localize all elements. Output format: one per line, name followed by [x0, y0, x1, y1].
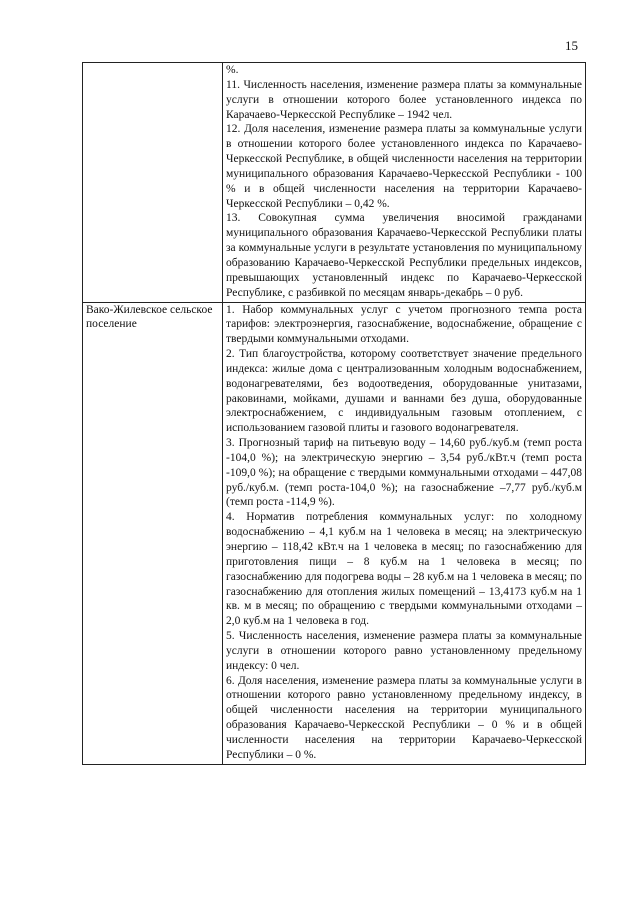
indicator-text-cell	[223, 63, 586, 303]
paragraph: 6. Доля населения, изменение размера платы за коммунальные услуги в отношении которого равно установленному предельному индексу, в общей численности населения на территории муниципального образования Карачаево-Черкесской Республики – 0 % и в общей численности населения на территории Карачаево-Черкесской Республики – 0 %.	[226, 674, 582, 761]
table-row	[83, 63, 586, 303]
indicator-text-cell	[223, 302, 586, 764]
paragraph: %.	[226, 64, 239, 76]
page-number: 15	[565, 38, 578, 53]
table-row	[83, 302, 586, 764]
paragraph: 12. Доля населения, изменение размера платы за коммунальные услуги в отношении которого более установленного индекса по Карачаево-Черкесской Республике, в общей численности населения на территории муниципального образования Карачаево-Черкесской Республики - 100 % и в общей численности населения на территории Карачаево-Черкесской Республики – 0,42 %.	[226, 123, 582, 210]
paragraph: 5. Численность населения, изменение размера платы за коммунальные услуги в отношении которого равно установленному предельному индексу: 0 чел.	[226, 630, 582, 672]
paragraph: 1. Набор коммунальных услуг с учетом прогнозного темпа роста тарифов: электроэнергия, газоснабжение, водоснабжение, обращение с твердыми коммунальными отходами.	[226, 303, 582, 346]
paragraph: 11. Численность населения, изменение размера платы за коммунальные услуги в отношении которого более установленного индекса по Карачаево-Черкесской Республике – 1942 чел.	[226, 78, 582, 121]
paragraph: 4. Норматив потребления коммунальных услуг: по холодному водоснабжению – 4,1 куб.м на 1 человека в месяц; на электрическую энергию – 118,42 кВт.ч на 1 человека в месяц; по газоснабжению для приготовления пищи – 8 куб.м на 1 человека в месяц; по газоснабжению для подогрева воды – 28 куб.м на 1 человека в месяц; по газоснабжению для отопления жилых помещений – 13,4173 куб.м на 1 кв. м в месяц; по обращению с твердыми коммунальными отходами – 2,0 куб.м на 1 человека в год.	[226, 511, 582, 628]
municipality-name-cell	[83, 63, 223, 303]
paragraph: 13. Совокупная сумма увеличения вносимой гражданами муниципального образования Карачаево-Черкесской Республики платы за коммунальные услуги в результате установления по муниципальному образованию Карачаево-Черкесской Республики предельных индексов, превышающих установленный индекс по Карачаево-Черкесской Республике, с разбивкой по месяцам январь-декабрь – 0 руб.	[226, 212, 582, 299]
paragraph: 2. Тип благоустройства, которому соответствует значение предельного индекса: жилые дома с централизованным холодным водоснабжением, водонагревателями, без водоотведения, оборудованные унитазами, раковинами, мойками, душами и ваннами без душа, оборудованные электроснабжением, с индивидуальным газовым отоплением, с использованием газовой плиты и газового водонагревателя.	[226, 348, 582, 435]
municipality-name-cell: Вако-Жилевское сельское поселение	[83, 302, 223, 764]
paragraph: 3. Прогнозный тариф на питьевую воду – 14,60 руб./куб.м (темп роста -104,0 %); на электрическую энергию – 3,54 руб./кВт.ч (темп роста -109,0 %); на обращение с твердыми коммунальными отходами – 447,08 руб./куб.м. (темп роста-104,0 %); на газоснабжение –7,77 руб./куб.м (темп роста -114,9 %).	[226, 437, 582, 509]
document-table	[82, 62, 586, 765]
